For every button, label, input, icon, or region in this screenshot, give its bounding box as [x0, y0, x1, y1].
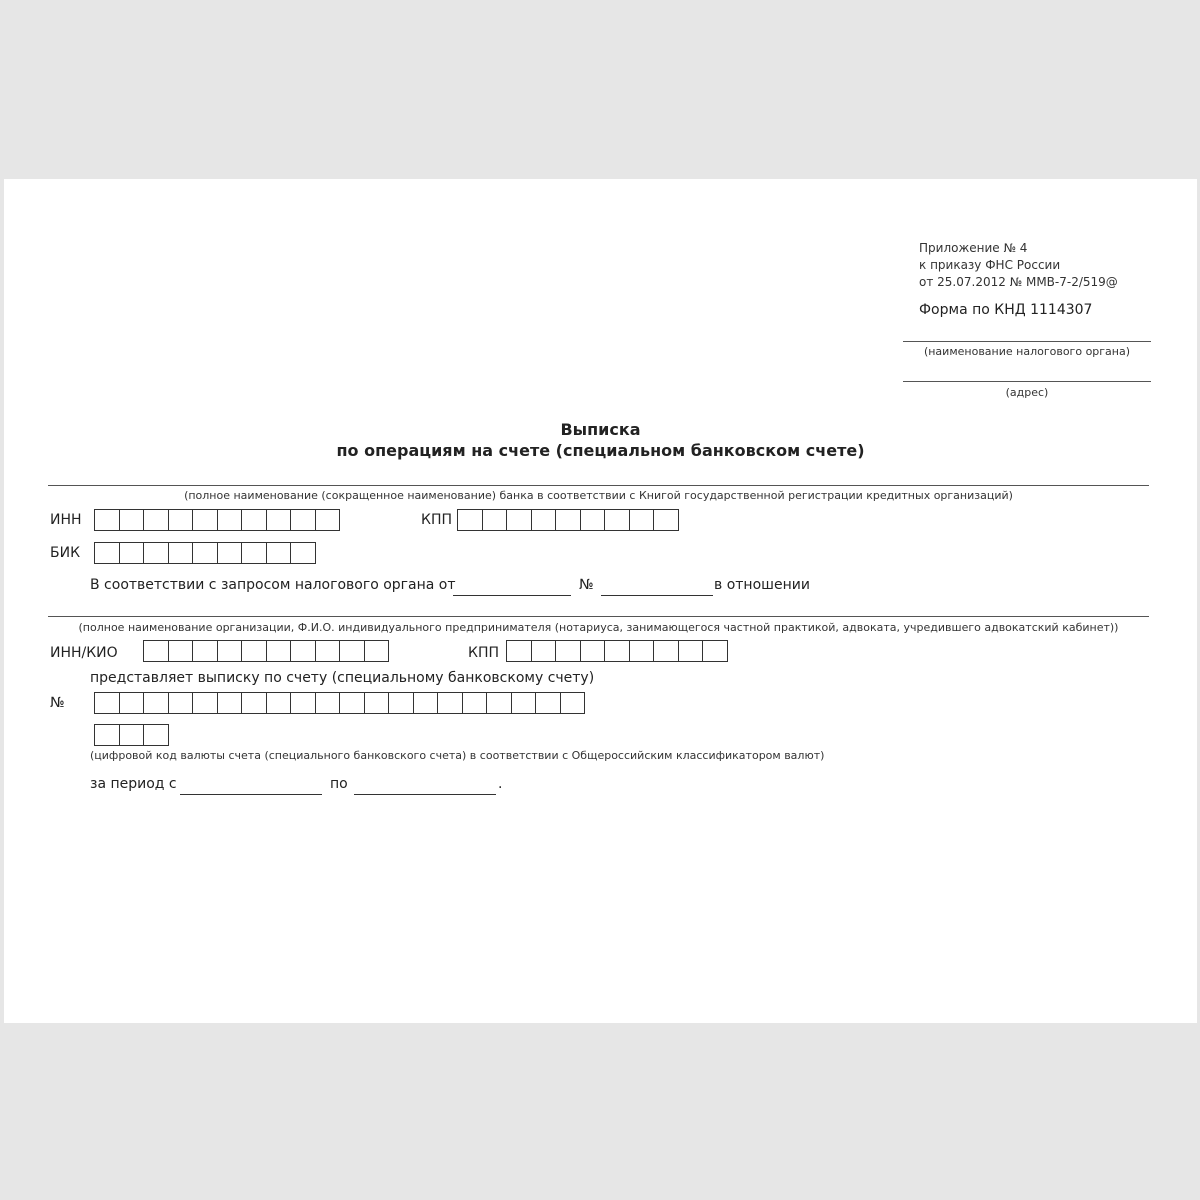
digit-cell[interactable]	[389, 692, 414, 714]
currency-code-caption: (цифровой код валюты счета (специального банковского счета) в соответствии с Общероссийским классификатором валют)	[90, 749, 825, 762]
digit-cell[interactable]	[458, 509, 483, 531]
digit-cell[interactable]	[218, 692, 243, 714]
bank-kpp-boxes[interactable]	[457, 509, 679, 531]
digit-cell[interactable]	[218, 509, 243, 531]
digit-cell[interactable]	[120, 509, 145, 531]
digit-cell[interactable]	[193, 692, 218, 714]
period-from-label: за период с	[90, 776, 177, 792]
org-kpp-boxes[interactable]	[506, 640, 728, 662]
document-title: Выписка	[560, 420, 641, 439]
digit-cell[interactable]	[507, 640, 532, 662]
digit-cell[interactable]	[340, 692, 365, 714]
bank-inn-label: ИНН	[50, 512, 82, 528]
digit-cell[interactable]	[532, 640, 557, 662]
digit-cell[interactable]	[536, 692, 561, 714]
digit-cell[interactable]	[605, 509, 630, 531]
digit-cell[interactable]	[291, 542, 316, 564]
bank-kpp-label: КПП	[421, 512, 452, 528]
digit-cell[interactable]	[95, 542, 120, 564]
digit-cell[interactable]	[193, 640, 218, 662]
digit-cell[interactable]	[95, 509, 120, 531]
digit-cell[interactable]	[463, 692, 488, 714]
digit-cell[interactable]	[120, 692, 145, 714]
digit-cell[interactable]	[267, 509, 292, 531]
digit-cell[interactable]	[218, 542, 243, 564]
form-code: Форма по КНД 1114307	[919, 302, 1093, 318]
tax-authority-name-caption: (наименование налогового органа)	[923, 345, 1131, 358]
digit-cell[interactable]	[581, 509, 606, 531]
digit-cell[interactable]	[561, 692, 586, 714]
order-line: к приказу ФНС России	[919, 258, 1061, 272]
digit-cell[interactable]	[144, 724, 169, 746]
currency-code-boxes[interactable]	[94, 724, 169, 746]
address-line[interactable]	[903, 381, 1151, 382]
org-name-caption: (полное наименование организации, Ф.И.О. индивидуального предпринимателя (нотариуса, занимающегося частной практикой, адвоката, учредившего адвокатский кабинет))	[78, 621, 1119, 634]
digit-cell[interactable]	[242, 542, 267, 564]
digit-cell[interactable]	[507, 509, 532, 531]
bank-name-caption: (полное наименование (сокращенное наименование) банка в соответствии с Книгой государственной регистрации кредитных организаций)	[184, 489, 1013, 502]
digit-cell[interactable]	[532, 509, 557, 531]
digit-cell[interactable]	[218, 640, 243, 662]
digit-cell[interactable]	[556, 640, 581, 662]
digit-cell[interactable]	[193, 509, 218, 531]
digit-cell[interactable]	[654, 640, 679, 662]
org-name-line[interactable]	[48, 616, 1149, 617]
bank-name-line[interactable]	[48, 485, 1149, 486]
appendix-line: Приложение № 4	[919, 241, 1028, 255]
form-page	[4, 179, 1197, 1023]
account-number-boxes[interactable]	[94, 692, 585, 714]
period-to-label: по	[330, 776, 348, 792]
digit-cell[interactable]	[630, 640, 655, 662]
digit-cell[interactable]	[581, 640, 606, 662]
request-number-blank[interactable]	[601, 595, 713, 596]
digit-cell[interactable]	[144, 640, 169, 662]
digit-cell[interactable]	[95, 724, 120, 746]
bank-bik-label: БИК	[50, 545, 81, 561]
digit-cell[interactable]	[242, 640, 267, 662]
digit-cell[interactable]	[144, 542, 169, 564]
tax-authority-name-line[interactable]	[903, 341, 1151, 342]
digit-cell[interactable]	[654, 509, 679, 531]
period-end-dot: .	[498, 776, 503, 792]
digit-cell[interactable]	[679, 640, 704, 662]
digit-cell[interactable]	[291, 509, 316, 531]
digit-cell[interactable]	[630, 509, 655, 531]
address-caption: (адрес)	[1005, 386, 1049, 399]
digit-cell[interactable]	[291, 692, 316, 714]
digit-cell[interactable]	[512, 692, 537, 714]
digit-cell[interactable]	[556, 509, 581, 531]
digit-cell[interactable]	[438, 692, 463, 714]
digit-cell[interactable]	[340, 640, 365, 662]
digit-cell[interactable]	[120, 724, 145, 746]
digit-cell[interactable]	[169, 509, 194, 531]
request-text: В соответствии с запросом налогового органа от	[90, 577, 456, 593]
digit-cell[interactable]	[242, 692, 267, 714]
org-kpp-label: КПП	[468, 645, 499, 661]
bank-bik-boxes[interactable]	[94, 542, 316, 564]
digit-cell[interactable]	[193, 542, 218, 564]
digit-cell[interactable]	[316, 640, 341, 662]
digit-cell[interactable]	[365, 640, 390, 662]
org-inn-kio-label: ИНН/КИО	[50, 645, 118, 661]
digit-cell[interactable]	[267, 542, 292, 564]
regarding-text: в отношении	[714, 577, 810, 593]
digit-cell[interactable]	[144, 692, 169, 714]
digit-cell[interactable]	[120, 542, 145, 564]
digit-cell[interactable]	[95, 692, 120, 714]
digit-cell[interactable]	[291, 640, 316, 662]
digit-cell[interactable]	[483, 509, 508, 531]
bank-inn-boxes[interactable]	[94, 509, 340, 531]
org-inn-kio-boxes[interactable]	[143, 640, 389, 662]
request-number-sign: №	[579, 577, 594, 593]
period-to-blank[interactable]	[354, 794, 496, 795]
digit-cell[interactable]	[169, 640, 194, 662]
digit-cell[interactable]	[316, 692, 341, 714]
account-number-label: №	[50, 695, 65, 711]
order-date-line: от 25.07.2012 № ММВ-7-2/519@	[919, 275, 1118, 289]
digit-cell[interactable]	[487, 692, 512, 714]
period-from-blank[interactable]	[180, 794, 322, 795]
digit-cell[interactable]	[316, 509, 341, 531]
digit-cell[interactable]	[169, 692, 194, 714]
presents-statement-text: представляет выписку по счету (специальному банковскому счету)	[90, 670, 595, 686]
digit-cell[interactable]	[242, 509, 267, 531]
digit-cell[interactable]	[414, 692, 439, 714]
digit-cell[interactable]	[267, 640, 292, 662]
digit-cell[interactable]	[703, 640, 728, 662]
digit-cell[interactable]	[267, 692, 292, 714]
digit-cell[interactable]	[169, 542, 194, 564]
document-subtitle: по операциям на счете (специальном банковском счете)	[336, 441, 865, 460]
digit-cell[interactable]	[365, 692, 390, 714]
request-date-blank[interactable]	[453, 595, 571, 596]
digit-cell[interactable]	[605, 640, 630, 662]
digit-cell[interactable]	[144, 509, 169, 531]
